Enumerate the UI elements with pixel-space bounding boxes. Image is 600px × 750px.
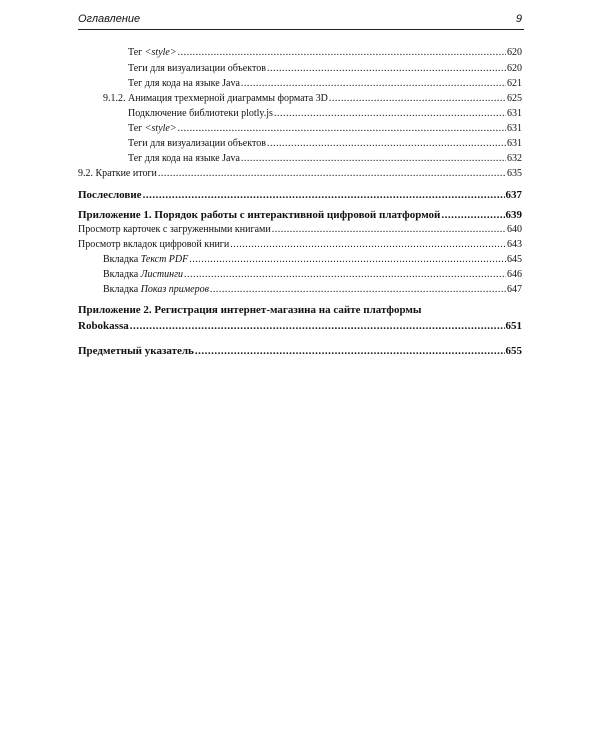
dot-leader [158,168,506,180]
toc-entry[interactable]: 9.2. Краткие итоги ..... 635 [78,168,522,180]
toc-chapter-appendix-2[interactable]: Robokassa ..... 651 [78,320,522,332]
toc-page-number: 621 [507,78,522,89]
toc-entry[interactable]: Вкладка Текст PDF ..... 645 [103,254,522,266]
toc-entry[interactable]: Вкладка Листинги ..... 646 [103,269,522,281]
toc-entry[interactable]: 9.1.2. Анимация трехмерной диаграммы формата 3D ..... 625 [103,93,522,105]
toc-entry[interactable]: Тег <style> ..... 631 [128,123,522,135]
toc-page-number: 631 [507,138,522,149]
toc-page-number: 635 [507,168,522,179]
toc-entry[interactable]: Вкладка Показ примеров ..... 647 [103,284,522,296]
dot-leader [178,123,506,135]
toc-entry[interactable]: Теги для визуализации объектов ..... 620 [128,63,522,75]
toc-chapter-afterword[interactable]: Послесловие ..... 637 [78,189,522,201]
toc-page-number: 655 [505,345,522,357]
toc-entry[interactable]: Тег для кода на языке Java ..... 632 [128,153,522,165]
toc-entry[interactable]: Тег <style> ..... 620 [128,47,522,59]
page-number: 9 [515,13,522,25]
dot-leader [267,138,506,150]
toc-entry[interactable]: Просмотр вкладок цифровой книги ..... 643 [78,239,522,251]
dot-leader [130,320,505,332]
dot-leader [267,63,506,75]
dot-leader [241,78,506,90]
toc-entry[interactable]: Теги для визуализации объектов ..... 631 [128,138,522,150]
dot-leader [272,224,506,236]
dot-leader [441,209,504,221]
toc-chapter-index[interactable]: Предметный указатель ..... 655 [78,345,522,357]
toc-page-number: 639 [505,209,522,221]
toc-page-number: 637 [505,189,522,201]
toc-chapter-appendix-1[interactable]: Приложение 1. Порядок работы с интерактивной цифровой платформой ..... 639 [78,209,522,221]
dot-leader [230,239,506,251]
dot-leader [241,153,506,165]
toc-entry[interactable]: Тег для кода на языке Java ..... 621 [128,78,522,90]
toc-page-number: 620 [507,63,522,74]
toc-chapter-appendix-2-line1[interactable]: Приложение 2. Регистрация интернет-магазина на сайте платформы [78,304,422,316]
toc-entry[interactable]: Просмотр карточек с загруженными книгами ..... 640 [78,224,522,236]
toc-page-number: 647 [507,284,522,295]
dot-leader [210,284,506,296]
toc-page-number: 625 [507,93,522,104]
running-header [78,13,524,30]
toc-page-number: 646 [507,269,522,280]
toc-page-number: 632 [507,153,522,164]
dot-leader [195,345,505,357]
running-header-title: Оглавление [78,13,141,25]
dot-leader [274,108,506,120]
toc-entry[interactable]: Подключение библиотеки plotly.js ..... 631 [128,108,522,120]
dot-leader [143,189,505,201]
dot-leader [189,254,506,266]
toc-page-number: 631 [507,123,522,134]
dot-leader [178,47,506,59]
toc-page-number: 631 [507,108,522,119]
toc-page-number: 651 [505,320,522,332]
dot-leader [329,93,506,105]
dot-leader [184,269,506,281]
toc-page-number: 640 [507,224,522,235]
toc-page-number: 620 [507,47,522,58]
toc-page-number: 645 [507,254,522,265]
toc-page-number: 643 [507,239,522,250]
